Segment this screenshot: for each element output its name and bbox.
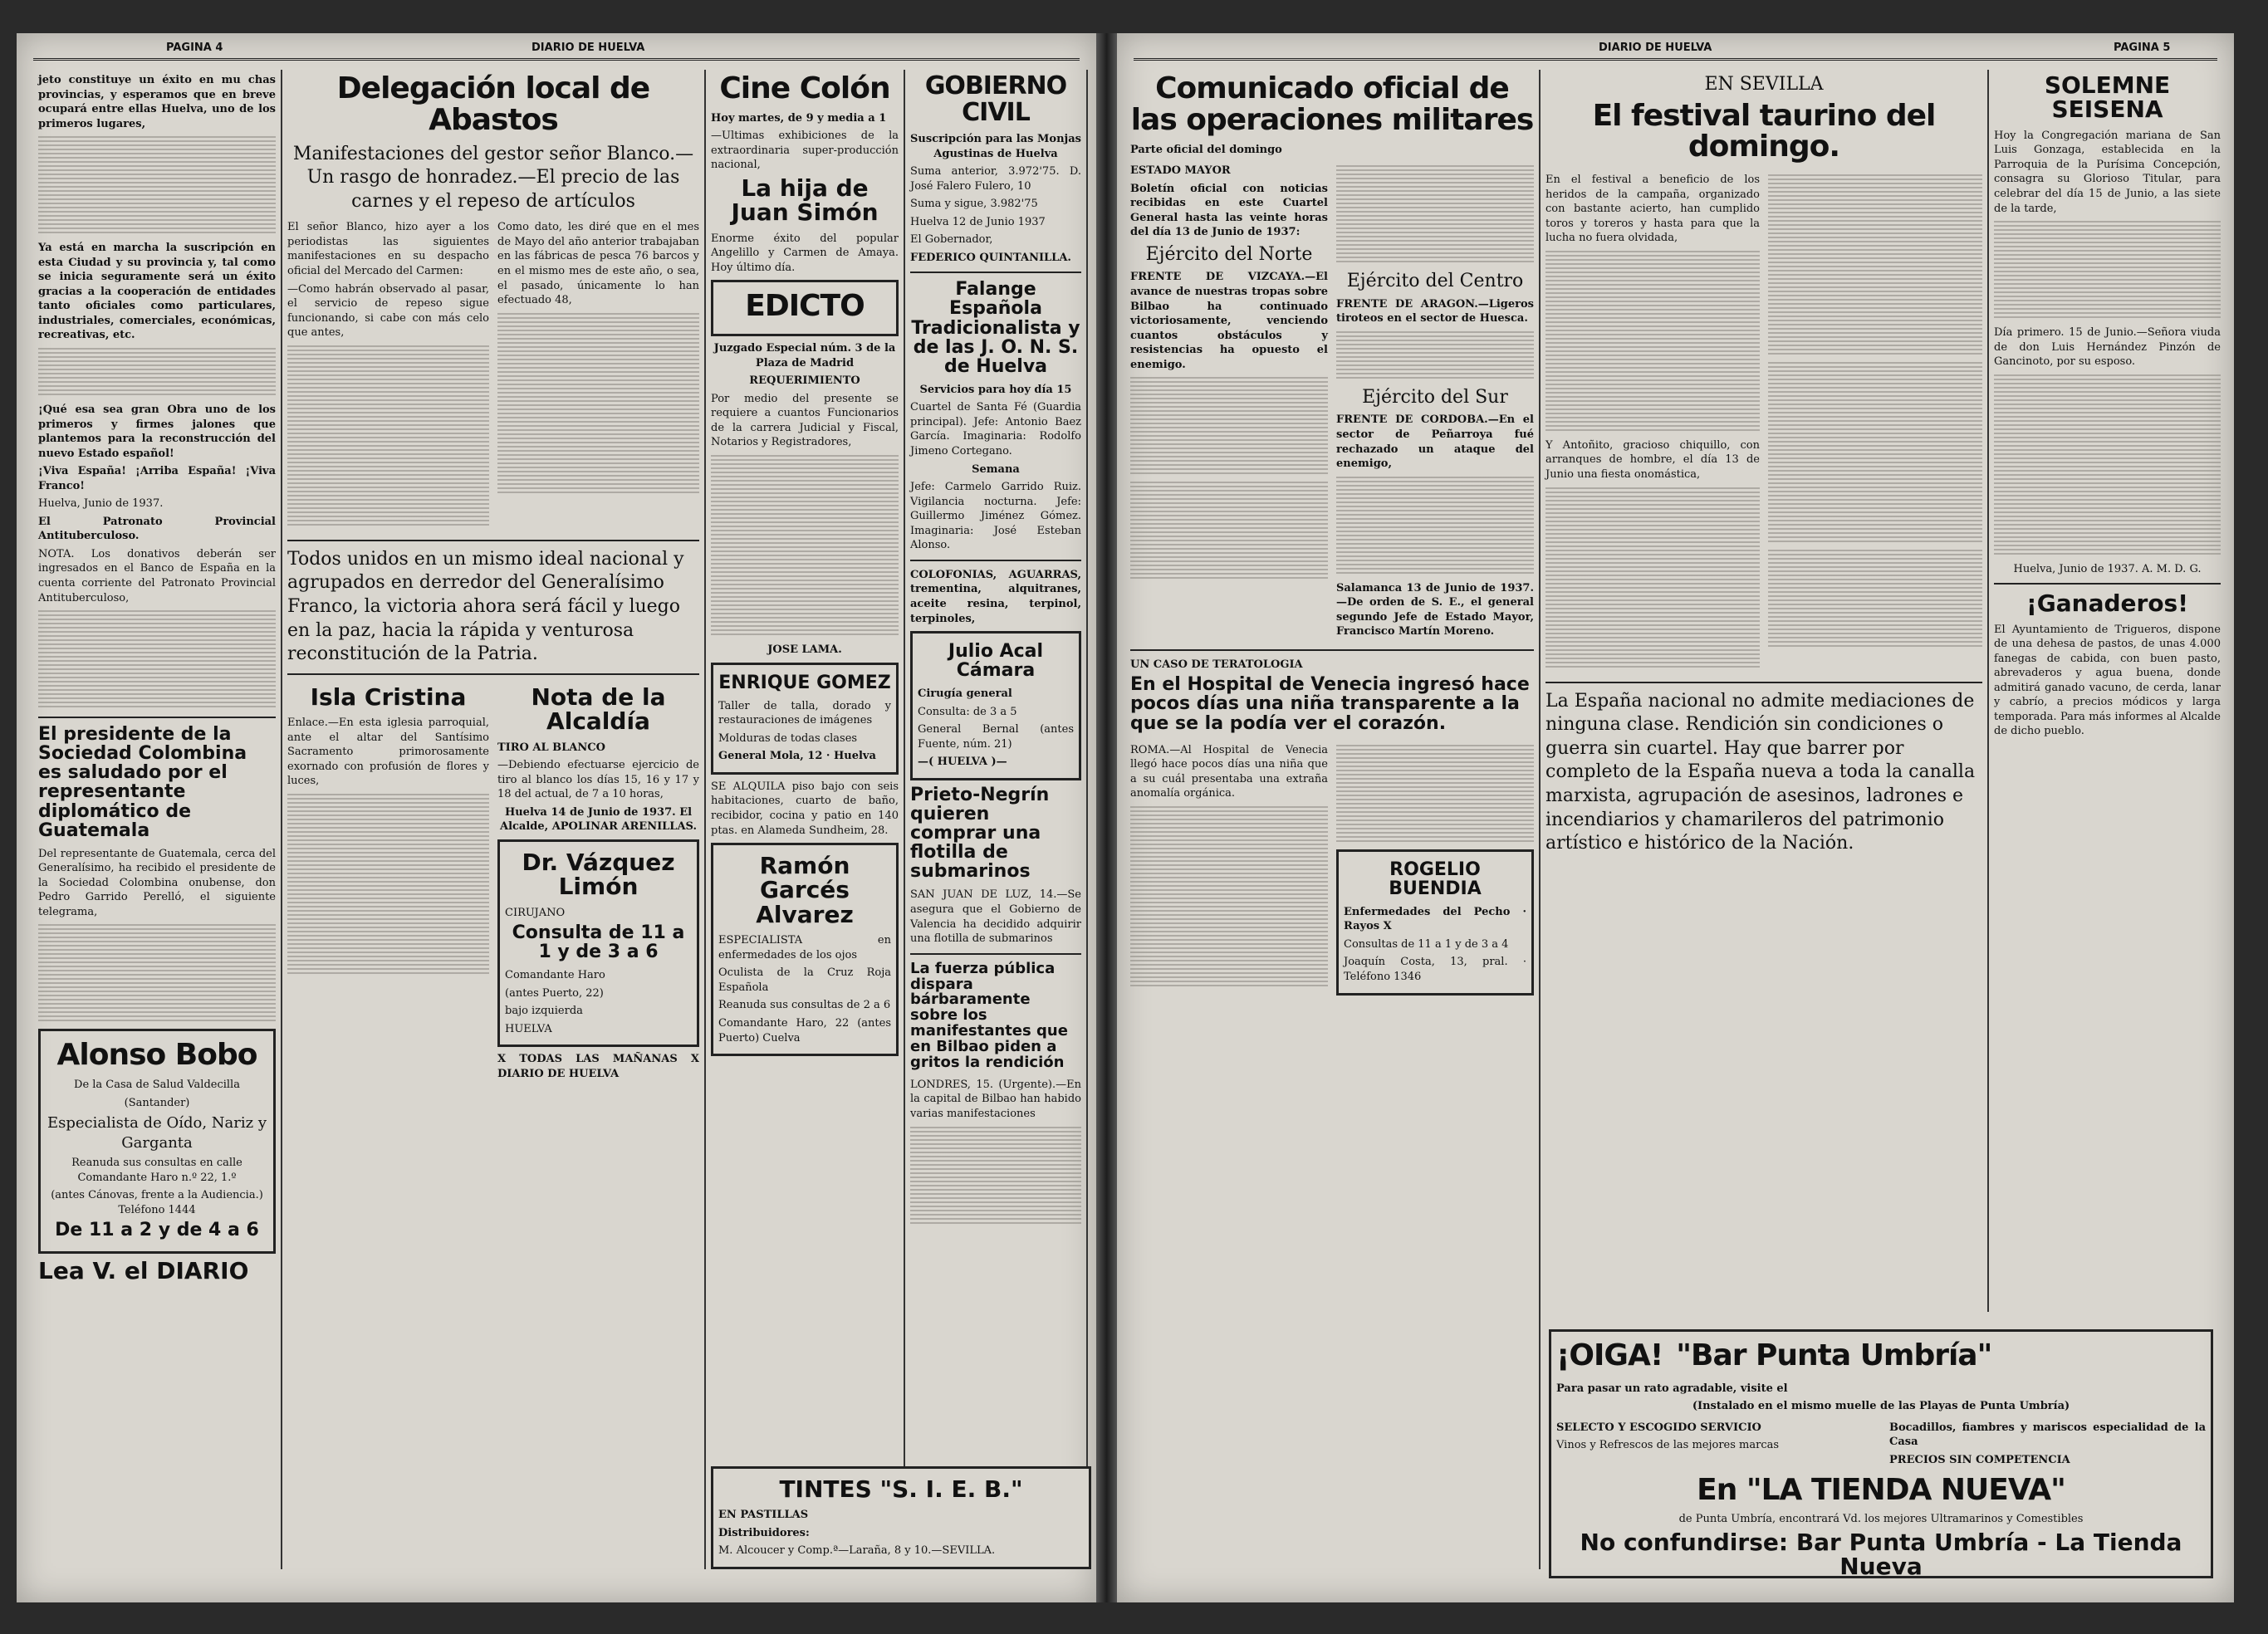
slogan-todos-unidos: Todos unidos en un mismo ideal nacional y agrupados en derredor del Generalísimo Franco, la victoria ahora será fácil y luego en la paz, hacia la rápida y venturosa reconstitución de la Patria. <box>287 548 684 665</box>
gobierno-line: Suma y sigue, 3.982'75 <box>910 198 1038 211</box>
footer-lea-diario: Lea V. el DIARIO <box>38 1257 249 1285</box>
body-text-block <box>38 610 276 710</box>
isla-cristina-body: Enlace.—En esta iglesia parroquial, ante el altar del Santísimo Sacramento primorosamente exornado con profusión de flores y luces, <box>287 717 489 788</box>
sur-body: FRENTE DE CORDOBA.—En el sector de Peñarroya fué rechazado un ataque del enemigo, <box>1336 413 1534 471</box>
nota-alcaldia-kicker: TIRO AL BLANCO <box>497 741 605 754</box>
ad-tienda-sub: de Punta Umbría, encontrará Vd. los mejores Ultramarinos y Comestibles <box>1678 1513 2084 1526</box>
col1-para-5: El Patronato Provincial Antituberculoso. <box>38 515 276 543</box>
abastos-para-2: —Como habrán observado al pasar, el servicio de repeso sigue funcionando, si cabe con más celo que antes, <box>287 282 489 340</box>
col1-lead: jeto constituye un éxito en mu chas provincias, y esperamos que en breve ocupará entre ellas Huelva, uno de los primeros lugares, <box>38 74 276 130</box>
headline-falange: Falange Española Tradicionalista y de las J. O. N. S. de Huelva <box>911 279 1080 377</box>
body-text-block <box>287 794 489 976</box>
left-page <box>17 33 1096 1602</box>
body-text-block <box>1130 377 1328 477</box>
ad-tienda-nueva: En "LA TIENDA NUEVA" <box>1697 1472 2065 1507</box>
ad-line: (Santander) <box>124 1096 190 1109</box>
masthead-right: DIARIO DE HUELVA <box>1599 42 1712 54</box>
ad-rogelio-title: ROGELIO BUENDIA <box>1389 859 1482 899</box>
body-text-block <box>711 455 899 638</box>
cine-intro: —Ultimas exhibiciones de la extraordinaria super-producción nacional, <box>711 130 899 172</box>
estado-mayor: ESTADO MAYOR <box>1130 164 1231 178</box>
ad-tintes-dist: Distribuidores: <box>718 1526 810 1539</box>
nota-alcaldia-body: —Debiendo efectuarse ejercicio de tiro al blanco los días 15, 16 y 17 y 18 del actual, de 7 a 10 horas, <box>497 759 699 801</box>
body-text-block <box>497 313 699 496</box>
fuerza-body: LONDRES, 15. (Urgente).—En la capital de Bilbao han habido varias manifestaciones <box>910 1078 1081 1120</box>
ganaderos-body: El Ayuntamiento de Trigueros, dispone de una dehesa de pastos, de unas 4.000 fanegas de cabida, con buen pasto, abrevaderos y agua buena, donde admitirá ganado vacuno, de cerda, lanar y cabrío, a precios módicos y larga temporada. Para más informes al Alcalde de dicho pueblo. <box>1994 623 2221 738</box>
edicto-title: EDICTO <box>745 289 865 324</box>
ad-line: bajo izquierda <box>505 1005 583 1018</box>
ad-alonso-bobo <box>38 1029 276 1254</box>
headline-cine-colon: Cine Colón <box>719 71 890 105</box>
col1-para-2: ¡Qué esa sea gran Obra uno de los primeros y firmes jalones que plantemos para la reconstrucción del nuevo Estado español! <box>38 404 276 460</box>
ad-tintes-sieb <box>711 1466 1091 1569</box>
falange-semana: Semana <box>972 462 1020 476</box>
ad-no-confundirse: No confundirse: Bar Punta Umbría - La Tienda Nueva <box>1580 1528 2182 1581</box>
divider <box>38 717 276 718</box>
body-text-block <box>1130 806 1328 989</box>
ad-line: Especialista de Oído, Nariz y Garganta <box>47 1114 267 1152</box>
edicto-court: Juzgado Especial núm. 3 de la Plaza de Madrid <box>713 342 896 369</box>
divider <box>910 560 1081 561</box>
divider <box>1130 649 1534 651</box>
ad-line: Cirugía general <box>918 687 1012 701</box>
left-running-head <box>33 40 1080 61</box>
body-text-block <box>1768 550 1982 649</box>
ad-rogelio-buendia <box>1336 849 1534 996</box>
falange-body: Cuartel de Santa Fé (Guardia principal). Jefe: Antonio Baez García. Imaginaria: Rodolfo Jimeno Cortegano. <box>910 401 1081 458</box>
body-text-block <box>38 348 276 398</box>
ad-vazquez-limon <box>497 839 699 1048</box>
ad-line: (antes Puerto, 22) <box>505 986 604 1000</box>
ad-line: De la Casa de Salud Valdecilla <box>74 1079 240 1092</box>
gobierno-line: Suma anterior, 3.972'75. D. José Falero Fulero, 10 <box>910 165 1081 193</box>
gobierno-line: Huelva 12 de Junio 1937 <box>910 215 1046 228</box>
gobierno-line: FEDERICO QUINTANILLA. <box>910 251 1071 264</box>
ad-line: Comandante Haro, 22 (antes Puerto) Cuelva <box>718 1016 891 1044</box>
teratologia-kicker: UN CASO DE TERATOLOGIA <box>1130 658 1303 671</box>
abastos-para-1: El señor Blanco, hizo ayer a los periodistas las siguientes manifestaciones en su despacho oficial del Mercado del Carmen: <box>287 221 489 278</box>
right-col-2 <box>1541 70 1989 1312</box>
ad-julio-acal-title: Julio Acal Cámara <box>948 641 1044 682</box>
edicto-box <box>711 280 899 336</box>
body-text-block <box>1994 374 2221 557</box>
ad-line: Consultas de 11 a 1 y de 3 a 4 <box>1344 937 1509 951</box>
ad-line: Consulta: de 3 a 5 <box>918 705 1017 718</box>
ad-line: HUELVA <box>505 1022 552 1035</box>
left-col-2 <box>282 70 706 1569</box>
body-text-block <box>1130 482 1328 581</box>
ad-tintes-title: TINTES "S. I. E. B." <box>779 1475 1023 1503</box>
gobierno-line: El Gobernador, <box>910 233 993 247</box>
centro-body: FRENTE DE ARAGON.—Ligeros tiroteos en el sector de Huesca. <box>1336 297 1534 325</box>
gobierno-sub: Suscripción para las Monjas Agustinas de Huelva <box>910 133 1081 160</box>
divider <box>910 272 1081 273</box>
headline-isla-cristina: Isla Cristina <box>310 682 467 711</box>
ad-julio-acal <box>910 631 1081 780</box>
ad-line: Reanuda sus consultas de 2 a 6 <box>718 999 891 1012</box>
left-col-3 <box>706 70 905 1569</box>
seisena-body-2: Día primero. 15 de Junio.—Señora viuda de don Luis Hernández Pinzón de Gancinoto, por su esposo. <box>1994 326 2221 369</box>
page-number-right: PAGINA 5 <box>2114 42 2171 54</box>
ad-line: —( HUELVA )— <box>918 756 1007 769</box>
divider <box>1994 583 2221 585</box>
falange-semana-body: Jefe: Carmelo Garrido Ruiz. Vigilancia nocturna. Jefe: Guillermo Jiménez Gómez. Imaginaria: José Esteban Alonso. <box>910 481 1081 552</box>
teratologia-body: ROMA.—Al Hospital de Venecia llegó hace pocos días una niña que a su cuál presentaba una extraña anomalía orgánica. <box>1130 743 1328 800</box>
headline-abastos: Delegación local de Abastos <box>336 71 650 137</box>
ad-bar-l2: Vinos y Refrescos de las mejores marcas <box>1556 1439 1780 1452</box>
film-body: Enorme éxito del popular Angelillo y Carmen de Amaya. Hoy último día. <box>711 232 899 274</box>
headline-ganaderos: ¡Ganaderos! <box>2026 590 2188 618</box>
ad-bar-punta-umbria <box>1549 1329 2213 1581</box>
ad-bar-l1: SELECTO Y ESCOGIDO SERVICIO <box>1556 1421 1761 1434</box>
ad-line: Joaquín Costa, 13, pral. · Teléfono 1346 <box>1344 956 1526 983</box>
ad-line: Enfermedades del Pecho · Rayos X <box>1344 905 1526 933</box>
norte-body: FRENTE DE VIZCAYA.—El avance de nuestras tropas sobre Bilbao ha continuado victoriosamente, venciendo cuantos obstáculos y resistencias ha opuesto el enemigo. <box>1130 271 1328 371</box>
ad-vazquez-limon-title: Dr. Vázquez Limón <box>522 848 675 901</box>
ad-tintes-sub: EN PASTILLAS <box>718 1509 809 1522</box>
body-text-block <box>1545 251 1760 433</box>
body-text-block <box>1768 174 1982 357</box>
edicto-req: REQUERIMIENTO <box>749 374 860 388</box>
film-title: La hija de Juan Simón <box>731 174 879 227</box>
ejercito-sur: Ejército del Sur <box>1362 386 1508 408</box>
ad-bar-inst: (Instalado en el mismo muelle de las Playas de Punta Umbría) <box>1692 1400 2070 1413</box>
ad-line: Consulta de 11 a 1 y de 3 a 6 <box>512 922 685 963</box>
ad-bar-name: "Bar Punta Umbría" <box>1676 1338 1992 1372</box>
ad-bar-r1: Bocadillos, fiambres y mariscos especialidad de la Casa <box>1889 1421 2206 1449</box>
left-col-4 <box>905 70 1088 1569</box>
left-col-1 <box>33 70 282 1569</box>
ad-line: (antes Cánovas, frente a la Audiencia.) Teléfono 1444 <box>51 1189 263 1216</box>
body-text-block <box>1336 745 1534 844</box>
col1-para-4: Huelva, Junio de 1937. <box>38 497 164 511</box>
divider <box>1545 682 1982 683</box>
body-text-block <box>38 136 276 236</box>
right-running-head <box>1134 40 2217 61</box>
right-col-1 <box>1125 70 1541 1569</box>
nota-alcaldia-sign: Huelva 14 de Junio de 1937. El Alcalde, APOLINAR ARENILLAS. <box>499 805 697 834</box>
ad-line: Molduras de todas clases <box>718 731 858 745</box>
cine-hours: Hoy martes, de 9 y media a 1 <box>711 111 887 125</box>
festival-body: En el festival a beneficio de los heridos de la campaña, organizado con bastante acierto, han cumplido toros y toreros y hasta para que la lucha no fuera olvidada, <box>1545 174 1760 245</box>
body-text-block <box>1994 221 2221 320</box>
ad-oiga: ¡OIGA! <box>1556 1338 1663 1372</box>
edicto-body: Por medio del presente se requiere a cuantos Funcionarios de la carrera Judicial y Fiscal, Notarios y Registradores, <box>711 392 899 449</box>
divider <box>910 953 1081 955</box>
ad-enrique-gomez <box>711 663 899 775</box>
boletin: Boletín oficial con noticias recibidas en este Cuartel General hasta las veinte horas del día 13 de Junio de 1937: <box>1130 182 1328 239</box>
festival-body-2: Y Antoñito, gracioso chiquillo, con arranques de hombre, el día 13 de Junio una fiesta onomástica, <box>1545 438 1760 482</box>
headline-fuerza-publica: La fuerza pública dispara bárbaramente sobre los manifestantes que en Bilbao piden a gritos la rendición <box>910 959 1068 1071</box>
se-alquila: SE ALQUILA piso bajo con seis habitaciones, cuarto de baño, recibidor, cocina y patio en 140 ptas. en Alameda Sundheim, 28. <box>711 780 899 837</box>
divider <box>287 540 699 541</box>
masthead-left: DIARIO DE HUELVA <box>531 42 645 54</box>
ejercito-centro: Ejército del Centro <box>1346 271 1524 292</box>
headline-sociedad-colombina: El presidente de la Sociedad Colombina es saludado por el representante diplomático de Guatemala <box>38 724 247 841</box>
ad-line: General Mola, 12 · Huelva <box>718 750 876 763</box>
headline-teratologia: En el Hospital de Venecia ingresó hace pocos días una niña transparente a la que se la podía ver el corazón. <box>1130 674 1530 734</box>
ad-line: Reanuda sus consultas en calle Comandante Haro n.º 22, 1.º <box>71 1157 242 1184</box>
ad-line: Oculista de la Cruz Roja Española <box>718 966 891 994</box>
headline-nota-alcaldia: Nota de la Alcaldía <box>531 682 666 736</box>
ejercito-norte: Ejército del Norte <box>1145 243 1313 265</box>
page-gutter <box>1096 33 1117 1602</box>
edicto-sign: JOSE LAMA. <box>767 643 842 657</box>
headline-comunicado: Comunicado oficial de las operaciones militares <box>1130 71 1534 137</box>
right-col-3 <box>1989 70 2226 1312</box>
ad-hours: De 11 a 2 y de 4 a 6 <box>55 1220 259 1241</box>
slogan-espana-nacional: La España nacional no admite mediaciones de ninguna clase. Rendición sin condiciones o guerra sin cuartel. Hay que barrer por completo de la España nueva a toda la canalla marxista, agrupación de asesinos, ladrones e incendiarios y chamarileros del patrimonio artístico e histórico de la Nación. <box>1545 690 1976 854</box>
falange-sub: Servicios para hoy día 15 <box>919 383 1072 396</box>
ad-line: General Bernal (antes Fuente, núm. 21) <box>918 723 1074 751</box>
ad-bar-tag: Para pasar un rato agradable, visite el <box>1556 1382 1788 1395</box>
footer-x: X TODAS LAS MAÑANAS X DIARIO DE HUELVA <box>497 1053 699 1081</box>
col1-para-colombina: Del representante de Guatemala, cerca del Generalísimo, ha recibido el presidente de la Sociedad Colombina onubense, don Pedro Garrido Perelló, el siguiente telegrama, <box>38 847 276 918</box>
right-page <box>1117 33 2234 1602</box>
headline-prieto-negrin: Prieto-Negrín quieren comprar una flotilla de submarinos <box>910 784 1050 883</box>
ad-line: Comandante Haro <box>505 969 605 982</box>
col1-nota: NOTA. Los donativos deberán ser ingresados en el Banco de España en la cuenta corriente del Patronato Provincial Antituberculoso, <box>38 547 276 604</box>
subhead-abastos: Manifestaciones del gestor señor Blanco.— Un rasgo de honradez.—El precio de las carnes y el repeso de artículos <box>292 143 694 212</box>
ad-colofonias: COLOFONIAS, AGUARRAS, trementina, alquitranes, aceite resina, terpinol, terpinoles, <box>910 568 1081 625</box>
body-text-block <box>38 924 276 1024</box>
ad-bar-r2: PRECIOS SIN COMPETENCIA <box>1889 1453 2070 1466</box>
col1-para-3: ¡Viva España! ¡Arriba España! ¡Viva Franco! <box>38 465 276 492</box>
ad-line: Taller de talla, dorado y restauraciones de imágenes <box>718 699 891 727</box>
body-text-block <box>910 1127 1081 1226</box>
ad-tintes-addr: M. Alcoucer y Comp.ª—Laraña, 8 y 10.—SEVILLA. <box>718 1544 996 1558</box>
ad-ramon-garces-title: Ramón Garcés Alvarez <box>756 852 854 928</box>
body-text-block <box>1336 331 1534 381</box>
comunicado-kicker: Parte oficial del domingo <box>1130 143 1282 156</box>
comunicado-sign: Salamanca 13 de Junio de 1937.—De orden de S. E., el general segundo Jefe de Estado Mayor, Francisco Martín Moreno. <box>1336 581 1534 638</box>
body-text-block <box>1545 487 1760 670</box>
seisena-body: Hoy la Congregación mariana de San Luis Gonzaga, establecida en la Parroquia de la Purísima Concepción, consagra su Glorioso Titular, para celebrar del día 15 de Junio, a las siete de la tarde, <box>1994 129 2221 215</box>
ad-alonso-bobo-title: Alonso Bobo <box>56 1038 257 1073</box>
body-text-block <box>1336 477 1534 576</box>
body-text-block <box>287 345 489 528</box>
page-number-left: PAGINA 4 <box>166 42 223 54</box>
ad-line: ESPECIALISTA en enfermedades de los ojos <box>718 934 891 961</box>
headline-festival-taurino: El festival taurino del domingo. <box>1592 98 1936 164</box>
prieto-body: SAN JUAN DE LUZ, 14.—Se asegura que el Gobierno de Valencia ha decidido adquirir una flotilla de submarinos <box>910 888 1081 946</box>
col1-para-1: Ya está en marcha la suscripción en esta Ciudad y su provincia y, tal como se inicia seguramente será un éxito gracias a la cooperación de entidades tanto oficiales como particulares, industriales, comerciales, económicas, recreativas, etc. <box>38 242 276 342</box>
body-text-block <box>1336 165 1534 265</box>
divider <box>287 673 699 675</box>
body-text-block <box>1768 362 1982 545</box>
headline-gobierno-civil: GOBIERNO CIVIL <box>924 71 1067 127</box>
ad-enrique-gomez-title: ENRIQUE GOMEZ <box>718 672 891 693</box>
abastos-para-3: Como dato, les diré que en el mes de Mayo del año anterior trabajaban en las fábricas de pesca 76 barcos y en el mismo mes de este año, o sea, el pasado, únicamente lo han efectuado 48, <box>497 221 699 307</box>
headline-solemne-seisena: SOLEMNE SEISENA <box>2044 71 2171 124</box>
ad-line: CIRUJANO <box>505 906 566 919</box>
ad-ramon-garces <box>711 843 899 1056</box>
en-sevilla-kicker: EN SEVILLA <box>1704 74 1824 95</box>
seisena-sign: Huelva, Junio de 1937. A. M. D. G. <box>2013 562 2202 575</box>
